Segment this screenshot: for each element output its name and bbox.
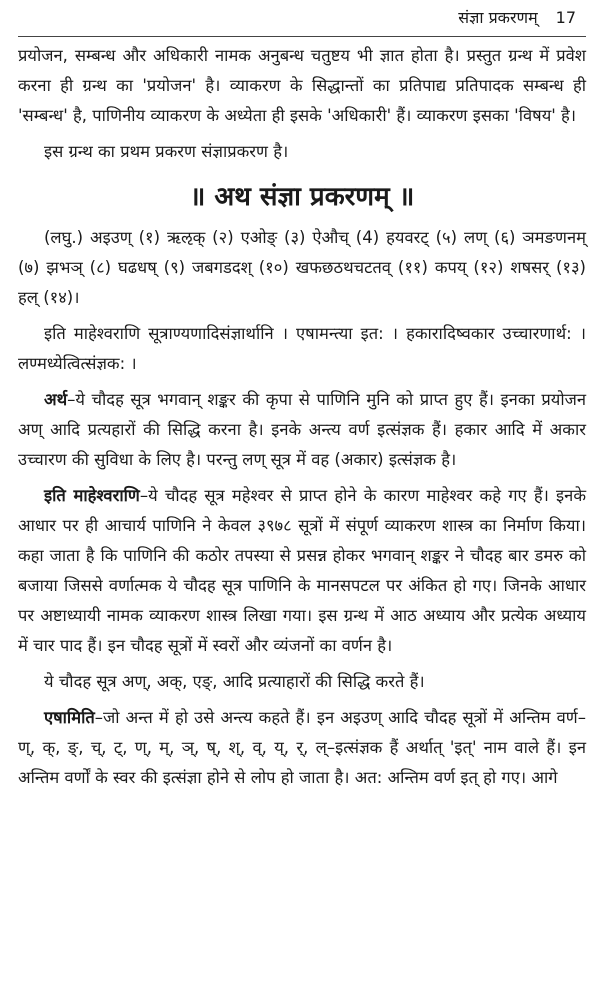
eshamiti-text: –जो अन्त में हो उसे अन्त्य कहते हैं। इन अइउण् आदि चौदह सूत्रों में अन्तिम वर्ण–ण्, क्, ङ्, च्, ट्, ण्, म्, ञ्, ष्, श्, व्, य्, र्, ल्–इत्संज्ञक हैं अर्थात् 'इत्' नाम वाले हैं। इन अन्तिम वर्णों के स्वर की इत्संज्ञा होने से लोप हो जाता है। अत: अन्तिम वर्ण इत् हो गए। आगे: [18, 708, 586, 787]
artha-text: –ये चौदह सूत्र भगवान् शङ्कर की कृपा से पाणिनि मुनि को प्राप्त हुए हैं। इनका प्रयोजन अण् आदि प्रत्यहारों की सिद्धि करना है। इनके अन्त्य वर्ण इत्संज्ञक हैं। हकार आदि में अकार उच्चारण की सुविधा के लिए है। परन्तु लण् सूत्र में वह (अकार) इत्संज्ञक है।: [18, 390, 586, 469]
page-number: 17: [555, 8, 576, 27]
sutra-commentary: इति माहेश्वराणि सूत्राण्यणादिसंज्ञार्थानि । एषामन्त्या इत: । हकारादिष्वकार उच्चारणार्थ: । लण्मध्येत्वित्संज्ञक: ।: [18, 324, 586, 373]
intro-paragraph-2: इस ग्रन्थ का प्रथम प्रकरण संज्ञाप्रकरण है।: [44, 142, 289, 161]
sutra-list: (लघु.) अइउण् (१) ऋऌक् (२) एओङ् (३) ऐऔच् (4) हयवरट् (५) लण् (६) ञमङणनम् (७) झभञ् (८) घढधष् (९) जबगडदश् (१०) खफछठथचटतव् (११) कपय् (१२) शषसर् (१३) हल् (१४)।: [18, 228, 586, 307]
chapter-title: संज्ञा प्रकरणम्: [458, 8, 538, 27]
artha-paragraph: [18, 385, 586, 475]
maheshwarani-paragraph: [18, 481, 586, 661]
eshamiti-label: एषामिति: [44, 708, 95, 727]
intro-paragraph: प्रयोजन, सम्बन्ध और अधिकारी नामक अनुबन्ध चतुष्टय भी ज्ञात होता है। प्रस्तुत ग्रन्थ में प्रवेश करना ही ग्रन्थ का 'प्रयोजन' है। व्याकरण के सिद्धान्तों का प्रतिपाद्य प्रतिपादक सम्बन्ध ही 'सम्बन्ध' है, पाणिनीय व्याकरण के अध्येता ही इसके 'अधिकारी' हैं। व्याकरण इसका 'विषय' है।: [18, 46, 586, 125]
eshamiti-paragraph: [18, 703, 586, 793]
maheshwarani-text: –ये चौदह सूत्र महेश्वर से प्राप्त होने के कारण माहेश्वर कहे गए हैं। इनके आधार पर ही आचार्य पाणिनि ने केवल ३९७८ सूत्रों में संपूर्ण व्याकरण शास्त्र का निर्माण किया। कहा जाता है कि पाणिनि की कठोर तपस्या से प्रसन्न होकर भगवान् शङ्कर ने चौदह बार डमरु को बजाया जिससे वर्णात्मक ये चौदह सूत्र पाणिनि के मानसपटल पर अंकित हो गए। जिनके आधार पर अष्टाध्यायी नामक व्याकरण शास्त्र लिखा गया। इस ग्रन्थ में आठ अध्याय और प्रत्येक अध्याय में चार पाद हैं। इन चौदह सूत्रों में स्वरों और व्यंजनों का वर्णन है।: [18, 486, 586, 655]
pratyahara-paragraph: ये चौदह सूत्र अण्, अक्, एङ्, आदि प्रत्याहारों की सिद्धि करते हैं।: [44, 672, 425, 691]
artha-label: अर्थ: [44, 390, 68, 409]
running-header: [18, 6, 586, 37]
section-heading: ॥ अथ संज्ञा प्रकरणम् ॥: [189, 182, 415, 212]
maheshwarani-label: इति माहेश्वराणि: [44, 486, 140, 505]
